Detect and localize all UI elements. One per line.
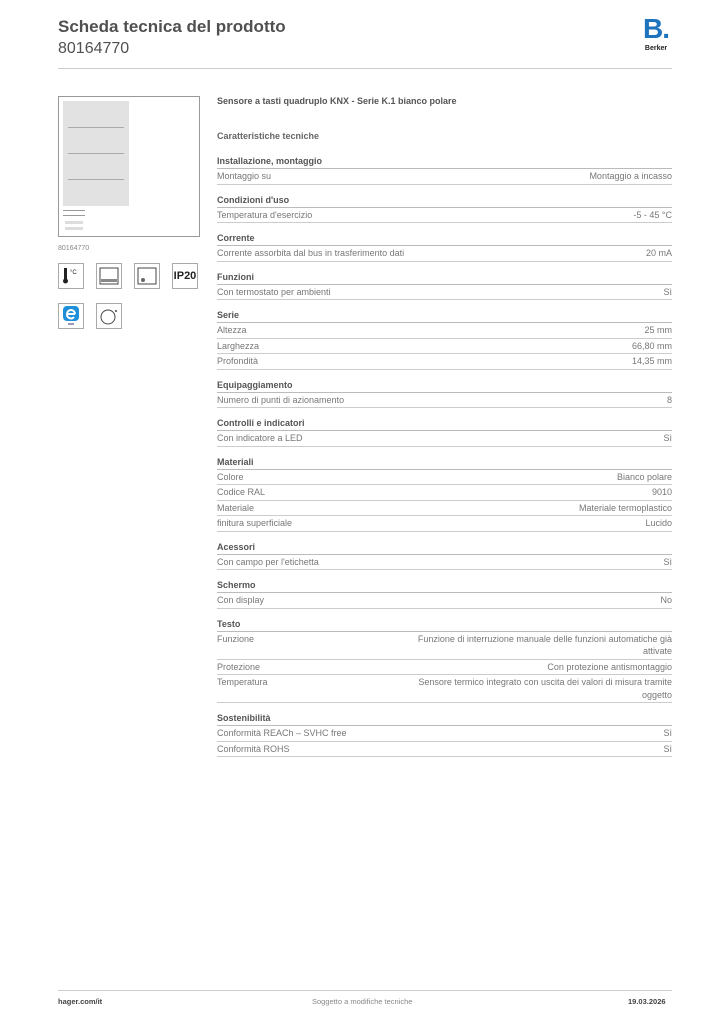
spec-section: [217, 193, 672, 224]
footer-divider: [58, 990, 672, 991]
spec-row: [217, 675, 672, 703]
spec-value: Con protezione antismontaggio: [547, 661, 672, 672]
section-title: Equipaggiamento: [217, 378, 672, 393]
spec-label: Altezza: [217, 325, 247, 335]
spec-row: [217, 323, 672, 339]
section-title: Condizioni d'uso: [217, 193, 672, 208]
spec-value: 8: [666, 394, 672, 405]
spec-value: 66,80 mm: [631, 340, 672, 351]
display-icon: [96, 263, 122, 289]
section-title: Installazione, montaggio: [217, 154, 672, 169]
ip-rating-icon: IP20: [172, 263, 198, 289]
switch-plate: [63, 101, 129, 206]
spec-label: Conformità ROHS: [217, 743, 290, 754]
specs-sections: [217, 154, 672, 757]
logo-text: Berker: [644, 45, 668, 52]
svg-text:°C: °C: [70, 270, 77, 276]
spec-value: Sensore termico integrato con uscita dei valori di misura tramite oggetto: [418, 677, 672, 700]
spec-value: Montaggio a incasso: [589, 171, 672, 181]
section-title: Testo: [217, 617, 672, 632]
spec-section: [217, 578, 672, 609]
spec-value: Sì: [663, 728, 672, 738]
spec-section: [217, 455, 672, 532]
ring-icon: [96, 303, 122, 329]
spec-row: [217, 393, 672, 409]
page-title: Scheda tecnica del prodotto: [58, 17, 286, 36]
spec-label: Con termostato per ambienti: [217, 286, 331, 297]
spec-label: Funzione: [217, 633, 255, 644]
spec-section: [217, 154, 672, 185]
spec-value: Sì: [663, 556, 672, 567]
product-image: [58, 96, 200, 237]
spec-row: [217, 208, 672, 224]
spec-label: Temperatura: [217, 677, 268, 687]
header-divider: [58, 68, 672, 69]
spec-row: [217, 555, 672, 571]
spec-value: Funzione di interruzione manuale delle funzioni automatiche già attivate: [417, 633, 672, 656]
section-title: Funzioni: [217, 270, 672, 285]
sensor-icon: [134, 263, 160, 289]
spec-row: [217, 593, 672, 609]
footer-date: 19.03.2026: [628, 997, 666, 1006]
image-caption: 80164770: [58, 245, 90, 252]
spec-value: Sì: [663, 433, 672, 443]
spec-row: [217, 726, 672, 742]
spec-section: [217, 617, 672, 704]
spec-value: 20 mA: [645, 248, 672, 258]
specs-column: [217, 96, 672, 757]
spec-label: Corrente assorbita dal bus in trasferimento dati: [217, 248, 405, 258]
spec-section: [217, 540, 672, 571]
spec-label: Con indicatore a LED: [217, 433, 303, 443]
spec-value: Lucido: [645, 518, 672, 528]
spec-row: [217, 742, 672, 758]
spec-value: Materiale termoplastico: [578, 502, 672, 513]
specs-heading: Caratteristiche tecniche: [217, 131, 320, 141]
eplan-icon: [58, 303, 84, 329]
logo-mark: B.: [643, 13, 669, 44]
section-title: Serie: [217, 308, 672, 323]
spec-value: 14,35 mm: [631, 356, 672, 366]
spec-row: [217, 470, 672, 486]
spec-label: Con campo per l'etichetta: [217, 556, 319, 567]
spec-row: [217, 485, 672, 501]
section-title: Controlli e indicatori: [217, 416, 672, 431]
spec-value: Sì: [663, 286, 672, 297]
spec-row: [217, 516, 672, 532]
spec-row: [217, 660, 672, 676]
spec-section: [217, 378, 672, 409]
spec-row: [217, 285, 672, 301]
section-title: Acessori: [217, 540, 672, 555]
spec-label: Conformità REACh – SVHC free: [217, 728, 347, 738]
product-name: Sensore a tasti quadruplo KNX - Serie K.1 bianco polare: [217, 96, 457, 106]
spec-value: -5 - 45 °C: [633, 209, 672, 220]
spec-label: Temperatura d'esercizio: [217, 209, 313, 220]
spec-label: Numero di punti di azionamento: [217, 394, 345, 405]
section-title: Materiali: [217, 455, 672, 470]
spec-value: Sì: [663, 743, 672, 754]
spec-label: Con display: [217, 595, 265, 605]
berker-logo: [636, 14, 676, 53]
section-title: Corrente: [217, 231, 672, 246]
spec-value: 25 mm: [644, 325, 672, 335]
spec-row: [217, 246, 672, 262]
spec-row: [217, 501, 672, 517]
spec-label: Colore: [217, 471, 244, 482]
section-title: Sostenibilità: [217, 711, 672, 726]
spec-section: [217, 231, 672, 262]
spec-label: Codice RAL: [217, 487, 266, 497]
spec-section: [217, 308, 672, 370]
spec-row: [217, 431, 672, 447]
footer-note: Soggetto a modifiche tecniche: [312, 997, 413, 1006]
spec-section: [217, 270, 672, 301]
spec-row: [217, 339, 672, 355]
spec-value: No: [660, 595, 672, 605]
spec-section: [217, 416, 672, 447]
spec-label: Materiale: [217, 502, 255, 513]
spec-row: [217, 354, 672, 370]
article-number: 80164770: [58, 40, 130, 57]
spec-row: [217, 169, 672, 185]
spec-label: Montaggio su: [217, 171, 272, 181]
spec-label: Profondità: [217, 356, 259, 366]
spec-section: [217, 711, 672, 757]
spec-value: 9010: [651, 487, 672, 497]
spec-value: Bianco polare: [616, 471, 672, 482]
spec-label: Protezione: [217, 661, 261, 672]
thermometer-celsius-icon: [58, 263, 84, 289]
spec-label: Larghezza: [217, 340, 260, 351]
section-title: Schermo: [217, 578, 672, 593]
spec-row: [217, 632, 672, 660]
footer-website[interactable]: hager.com/it: [58, 997, 103, 1006]
spec-label: finitura superficiale: [217, 518, 293, 528]
